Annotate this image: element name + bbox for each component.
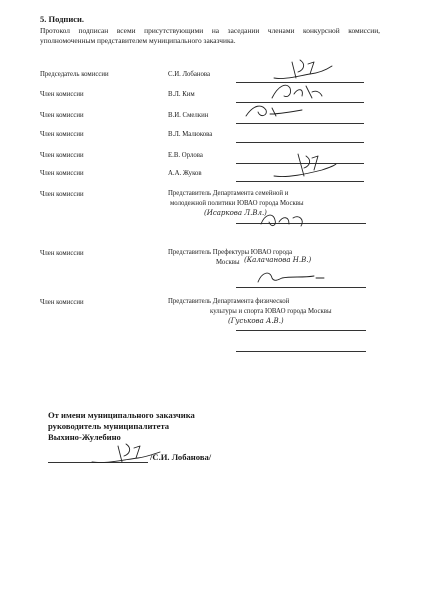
handwritten-name: (Исаркова Л.Вл.) (204, 209, 267, 217)
member-name: В.И. Смелкин (168, 112, 209, 119)
customer-organization: Выхино-Жулебино (48, 432, 121, 442)
section-title: 5. Подписи. (40, 14, 85, 24)
customer-signature-name: /С.И. Лобанова/ (150, 452, 212, 462)
signature-line (236, 330, 366, 331)
member-role: Председатель комиссии (40, 71, 109, 78)
representative-title: Представитель Департамента физической (168, 298, 290, 305)
signature-image (270, 148, 340, 182)
representative-title: культуры и спорта ЮВАО города Москвы (210, 308, 332, 315)
member-name: А.А. Жуков (168, 170, 202, 177)
signature-line (236, 351, 366, 352)
member-name: Е.В. Орлова (168, 152, 203, 159)
member-name: В.Л. Ким (168, 91, 195, 98)
member-role: Член комиссии (40, 170, 84, 177)
signature-line (236, 123, 364, 124)
handwritten-name: (Гуськова А.В.) (228, 317, 284, 325)
representative-title: Представитель Департамента семейной и (168, 190, 289, 197)
signature-line (236, 142, 364, 143)
representative-title: Представитель Префектуры ЮВАО города (168, 249, 293, 256)
signature-image (252, 268, 332, 288)
signature-image (240, 100, 310, 122)
customer-position: руководитель муниципалитета (48, 421, 170, 431)
member-name: В.Л. Малюкова (168, 131, 213, 138)
representative-title: Москвы (216, 259, 240, 266)
member-role: Член комиссии (40, 112, 84, 119)
member-role: Член комиссии (40, 131, 84, 138)
handwritten-name: (Калачанова Н.В.) (244, 256, 312, 264)
intro-paragraph: Протокол подписан всеми присутствующими на заседании членами конкурсной комиссии, уполномоченным представителем муниципального заказчика. (40, 26, 380, 45)
member-role: Член комиссии (40, 191, 84, 198)
member-role: Член комиссии (40, 91, 84, 98)
member-role: Член комиссии (40, 299, 84, 306)
member-role: Член комиссии (40, 250, 84, 257)
member-name: С.И. Лобанова (168, 71, 211, 78)
customer-heading: От имени муниципального заказчика (48, 410, 195, 420)
member-role: Член комиссии (40, 152, 84, 159)
representative-title: молодежной политики ЮВАО города Москвы (170, 200, 304, 207)
signature-image (88, 440, 168, 468)
signature-image (255, 210, 315, 230)
signature-image (268, 80, 328, 102)
